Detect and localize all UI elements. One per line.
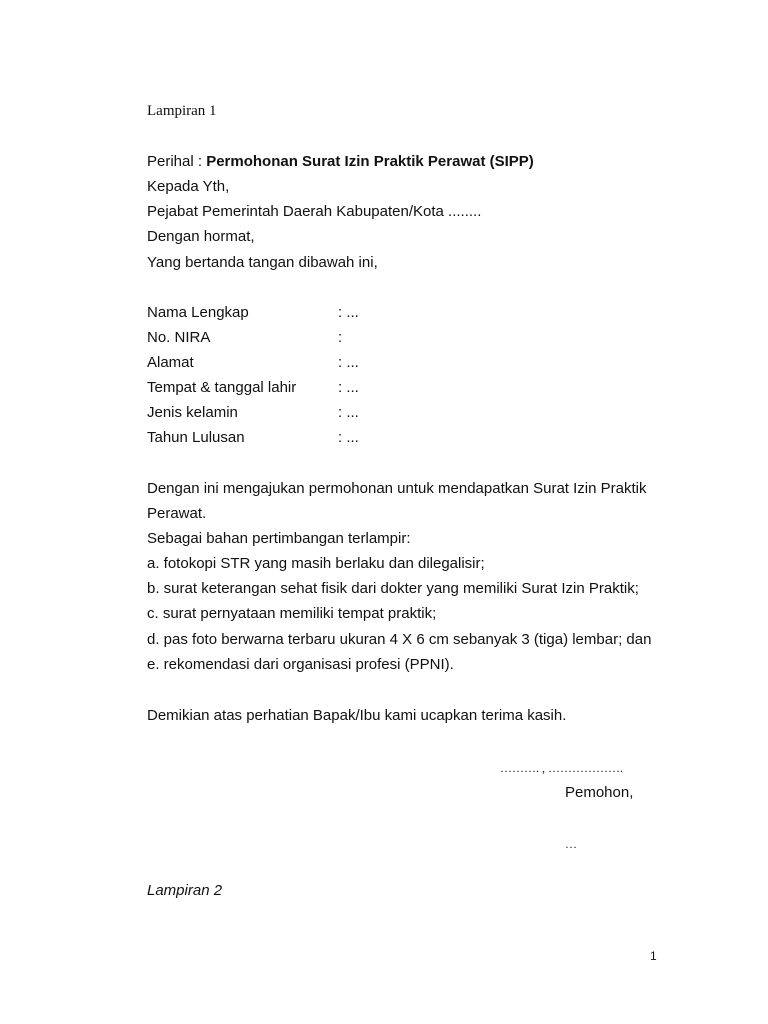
- address-line: Yang bertanda tangan dibawah ini,: [147, 254, 378, 271]
- next-attachment-heading: Lampiran 2: [147, 882, 223, 899]
- list-item: d. pas foto berwarna terbaru ukuran 4 X 6 cm sebanyak 3 (tiga) lembar; dan: [147, 631, 652, 648]
- field-value-kelamin: : ...: [338, 404, 359, 421]
- address-line: Dengan hormat,: [147, 228, 255, 245]
- field-label-ttl: Tempat & tanggal lahir: [147, 379, 297, 396]
- field-label-lulusan: Tahun Lulusan: [147, 429, 245, 446]
- signer-name: …: [565, 837, 577, 851]
- body-paragraph: Perawat.: [147, 505, 207, 522]
- list-item: c. surat pernyataan memiliki tempat praktik;: [147, 605, 437, 622]
- body-paragraph: Dengan ini mengajukan permohonan untuk mendapatkan Surat Izin Praktik: [147, 480, 647, 497]
- field-label-alamat: Alamat: [147, 354, 194, 371]
- field-value-ttl: : ...: [338, 379, 359, 396]
- signer-title: Pemohon,: [565, 784, 634, 801]
- field-value-lulusan: : ...: [338, 429, 359, 446]
- field-value-nira: :: [338, 329, 343, 346]
- field-label-kelamin: Jenis kelamin: [147, 404, 238, 421]
- closing-sentence: Demikian atas perhatian Bapak/Ibu kami ucapkan terima kasih.: [147, 707, 567, 724]
- list-item: b. surat keterangan sehat fisik dari dokter yang memiliki Surat Izin Praktik;: [147, 580, 639, 597]
- field-value-nama: : ...: [338, 304, 359, 321]
- address-line: Kepada Yth,: [147, 178, 230, 195]
- list-item: e. rekomendasi dari organisasi profesi (PPNI).: [147, 656, 454, 673]
- list-item: a. fotokopi STR yang masih berlaku dan dilegalisir;: [147, 555, 485, 572]
- address-line: Pejabat Pemerintah Daerah Kabupaten/Kota ........: [147, 203, 482, 220]
- attachment-heading: Lampiran 1: [147, 103, 217, 119]
- page-number: 1: [650, 949, 657, 963]
- attachment-intro: Sebagai bahan pertimbangan terlampir:: [147, 530, 411, 547]
- subject-text: Permohonan Surat Izin Praktik Perawat (SIPP): [206, 153, 534, 170]
- field-value-alamat: : ...: [338, 354, 359, 371]
- field-label-nira: No. NIRA: [147, 329, 211, 346]
- place-date: ………. , ……………….: [500, 761, 623, 775]
- subject-label: Perihal :: [147, 153, 207, 170]
- field-label-nama: Nama Lengkap: [147, 304, 249, 321]
- subject-line: [147, 152, 534, 172]
